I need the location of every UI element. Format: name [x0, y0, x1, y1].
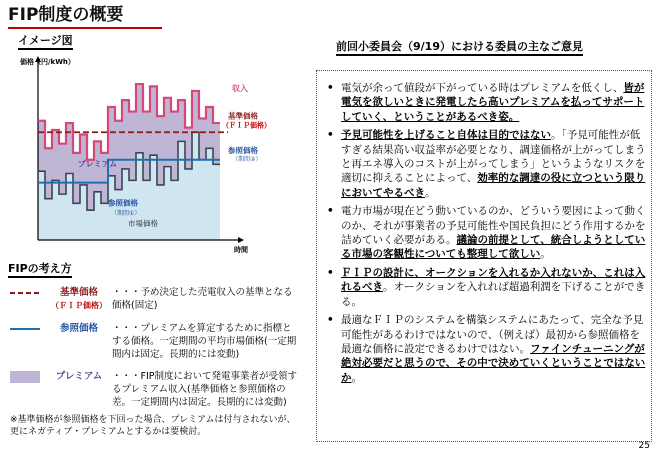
legend-name: プレミアム [55, 371, 103, 382]
opinion-item: • ＦＩＰの設計に、オークションを入れるか入れないか、これは入れるべき。オークションを入れれば超過利潤を下げることができる。 [327, 266, 646, 308]
market-price-label: 市場価格 [128, 219, 158, 229]
opinion-item: • 最適なＦＩＰのシステムを構築システムにあたって、完全な予見可能性があるわけではないので、（例えば）最初から参照価格を最適な価格に設定できるわけではない。ファインチューニングが絶対必要だと思うので、その中で決めていくということではないか。 [327, 314, 646, 384]
legend-desc: ・・・予め決定した売電収入の基準となる価格(固定) [112, 287, 293, 311]
footnote: ※基準価格が参照価格を下回った場合、プレミアムは付与されないが、更にネガティブ・プレミアムとするかは要検討。 [10, 415, 296, 437]
base-price-label: 基準価格 [228, 111, 258, 121]
bullet: • [327, 266, 334, 279]
solid-line-key-icon [8, 322, 42, 335]
fip-chart [14, 54, 276, 254]
y-axis-label: 価格（円/kWh） [20, 58, 75, 66]
opinion-item: • 電力市場が現在どう動いているのか、どういう要因によって動くのか、それが事業者の予見可能性や国民負担にどう作用するかを詰めていく必要がある。議論の前提として、統合しようとしている市場の客観性についても整理して欲しい。 [327, 205, 646, 261]
bullet: • [327, 314, 334, 327]
legend-base-price [8, 286, 300, 316]
premium-swatch-icon [8, 370, 42, 383]
title-block [8, 4, 158, 29]
legend-sub: （ＦＩＰ価格） [51, 301, 107, 310]
legend-name: 参照価格 [59, 323, 98, 334]
page-number: 25 [638, 441, 650, 451]
reference-left-sub-label: （期間①） [111, 209, 141, 217]
legend-desc: ・・・プレミアムを算定するために指標とする価格。一定期間の平均市場価格(一定期間内は固定。長期的には変動) [112, 323, 297, 360]
bullet: • [327, 82, 334, 94]
page-title: FIP制度の概要 [8, 5, 124, 25]
dashed-line-key-icon [8, 286, 42, 299]
title-underline [8, 27, 162, 29]
opinion-section-heading: 前回小委員会（9/19）における委員の主なご意見 [336, 40, 583, 56]
base-price-sub-label: （ＦＩＰ価格） [222, 121, 271, 130]
opinion-item: • 予見可能性を上げること自体は目的ではない。「予見可能性が低すぎる結果高い収益率が必要となり、調達価格が上がってしまうと再エネ導入のコストが上がってしまう」というようなリスクを適切に抑えることによって、効率的な調達の役に立つという限りにおいてやるべき。 [327, 129, 646, 199]
bullet: • [327, 129, 334, 142]
opinion-box [316, 70, 652, 442]
bullet: • [327, 205, 334, 218]
opinion-item: • 電気が余って値段が下がっている時はプレミアムを低くし、皆が電気を欲しいときに発電したら高いプレミアムを払ってサポートしていく、ということがあるべき姿。 [327, 82, 645, 123]
x-axis-label: 時間 [234, 246, 248, 254]
legend-name: 基準価格 [59, 287, 98, 298]
opinion-list [325, 81, 647, 389]
concept-section-heading: FIPの考え方 [8, 262, 72, 278]
image-section-heading: イメージ図 [18, 34, 73, 50]
premium-label: プレミアム [78, 159, 118, 169]
reference-price-sub-label: （期間②） [232, 155, 262, 163]
legend-reference-price [8, 322, 300, 366]
legend-desc: ・・・FIP制度において発電事業者が受領するプレミアム収入(基準価格と参照価格の差。一定期間内は固定。長期的には変動) [112, 371, 297, 408]
legend-premium [8, 370, 300, 414]
revenue-label: 収入 [232, 83, 248, 93]
reference-left-label: 参照価格 [108, 198, 138, 208]
reference-price-label: 参照価格 [228, 145, 258, 155]
